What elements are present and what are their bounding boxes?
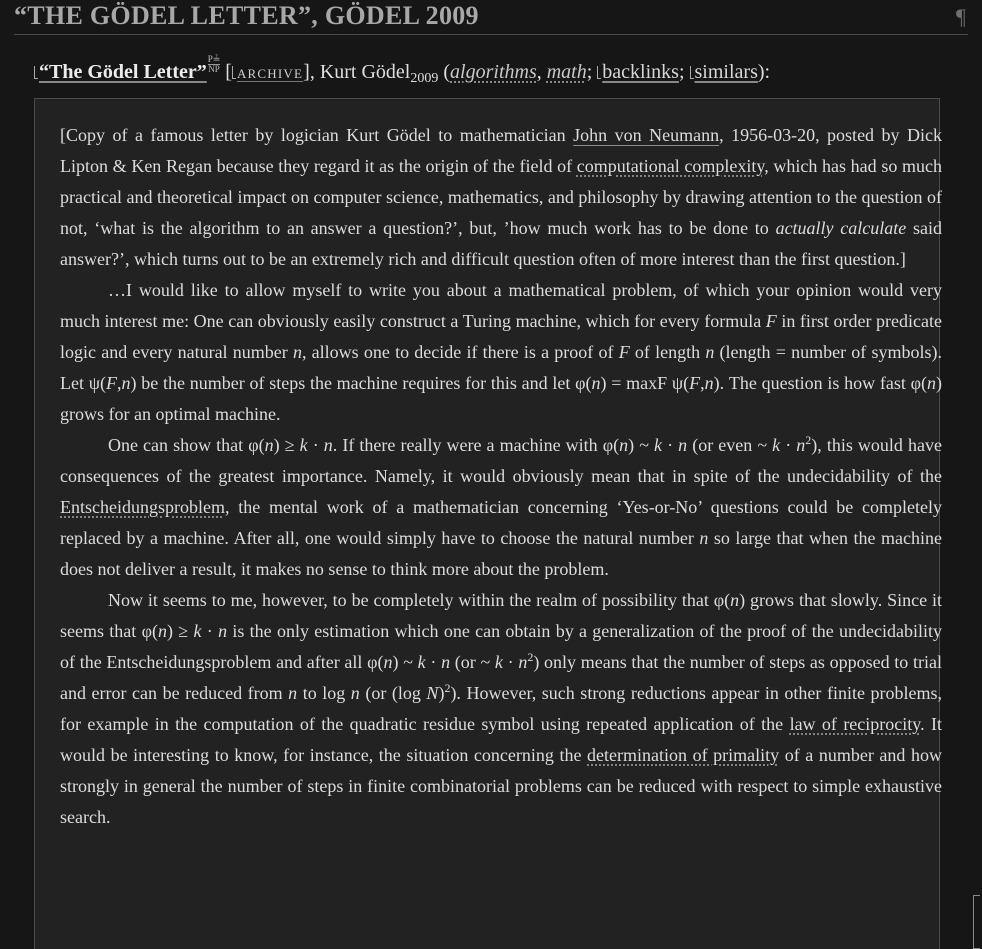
letter-body [60,120,942,833]
section-anchor-link[interactable]: ¶ [956,4,966,29]
entscheidungsproblem-link[interactable]: Entscheidungsproblem [60,497,225,517]
publication-year: 2009 [410,71,439,86]
semicolon: ; [678,61,690,83]
archive-link[interactable]: archive [236,62,304,83]
link-marker-icon [597,66,601,79]
link-marker-icon [34,66,38,79]
link-marker-icon [690,66,694,79]
section-header [14,0,968,35]
archive-close-bracket: ] [303,61,310,83]
tag-algorithms-link[interactable]: algorithms [450,61,537,83]
backlinks-link[interactable]: backlinks [602,61,679,83]
law-of-reciprocity-link[interactable]: law of reciprocity [789,714,921,734]
p-vs-np-icon [208,55,221,74]
similars-link[interactable]: similars [694,61,758,83]
tag-separator: , [536,61,547,83]
letter-title-link[interactable]: “The Gödel Letter” [39,61,207,83]
john-von-neumann-link[interactable]: John von Neumann [573,125,720,145]
computational-complexity-link[interactable]: computational complexity [576,156,765,176]
letter-blockquote [34,98,943,949]
pnp-top: P≟ [207,54,221,64]
editor-note-paragraph: [Copy of a famous letter by logician Kurt Gödel to mathematician John von Neumann, 1956-03-20, posted by Dick Lipton & Ken Regan because they regard it as the origin of the field of computational complexity, which has had so much practical and theoretical impact on computer science, mathematics, and philosophy by drawing attention to the question of not, ‘what is the algorithm to an answer a question?’, but, ’how much work has to be done to actually calculate said answer?’, which turns out to be an extremely rich and difficult question often of more interest than the first question.] [60,125,943,269]
scrollbar-thumb[interactable] [973,895,980,949]
letter-paragraph-1: …I would like to allow myself to write you about a mathematical problem, of which your opinion would very much interest me: One can obviously easily construct a Turing machine, which for every formula F in first order predicate logic and every natural number n, allows one to decide if there is a proof of F of length n (length = number of symbols). Let ψ(F,n) be the number of steps the machine requires for this and let φ(n) = maxF ψ(F,n). The question is how fast φ(n) grows for an optimal machine. [60,280,942,424]
citation-end: ): [757,61,771,83]
pnp-bottom: NP [208,64,220,74]
archive-open-bracket: [ [225,61,232,83]
tags-open: ( [438,61,451,83]
link-marker-icon [232,66,236,79]
tag-math-link[interactable]: math [546,61,587,83]
semicolon: ; [586,61,598,83]
author-name: Kurt Gödel [319,61,411,83]
letter-paragraph-2: One can show that φ(n) ≥ k · n. If there really were a machine with φ(n) ~ k · n (or even ~ $k \cdot n^2$), this would have consequences of the greatest importance. Namely, it would obviously mean that in spite of the undecidability of the Entscheidungsproblem, the mental work of a mathematician concerning ‘Yes-or-No’ questions could be completely replaced by a machine. After all, one would simply have to choose the natural number n so large that when the machine does not deliver a result, it makes no sense to think more about the problem. [60,433,942,579]
letter-paragraph-3: Now it seems to me, however, to be completely within the realm of possibility that φ(n) grows that slowly. Since it seems that φ(n) ≥ k · n is the only estimation which one can obtain by a generalization of the proof of the undecidability of the Entscheidungsproblem and after all φ(n) ~ k · n (or ~ $k \cdot n^2$) only means that the number of steps as opposed to trial and error can be reduced from n to log n (or (log N)$^2$). However, such strong reductions appear in other finite problems, for example in the computation of the quadratic residue symbol using repeated application of the law of reciprocity. It would be interesting to know, for instance, the situation concerning the determination of primality of a number and how strongly in general the number of steps in finite combinatorial problems can be reduced with respect to simple exhaustive search. [60,590,943,827]
section-title: “THE GÖDEL LETTER”, GÖDEL 2009 [14,1,479,30]
author-separator: , [309,61,320,83]
determination-of-primality-link[interactable]: determination of primality [587,745,780,765]
citation-line [34,55,770,87]
